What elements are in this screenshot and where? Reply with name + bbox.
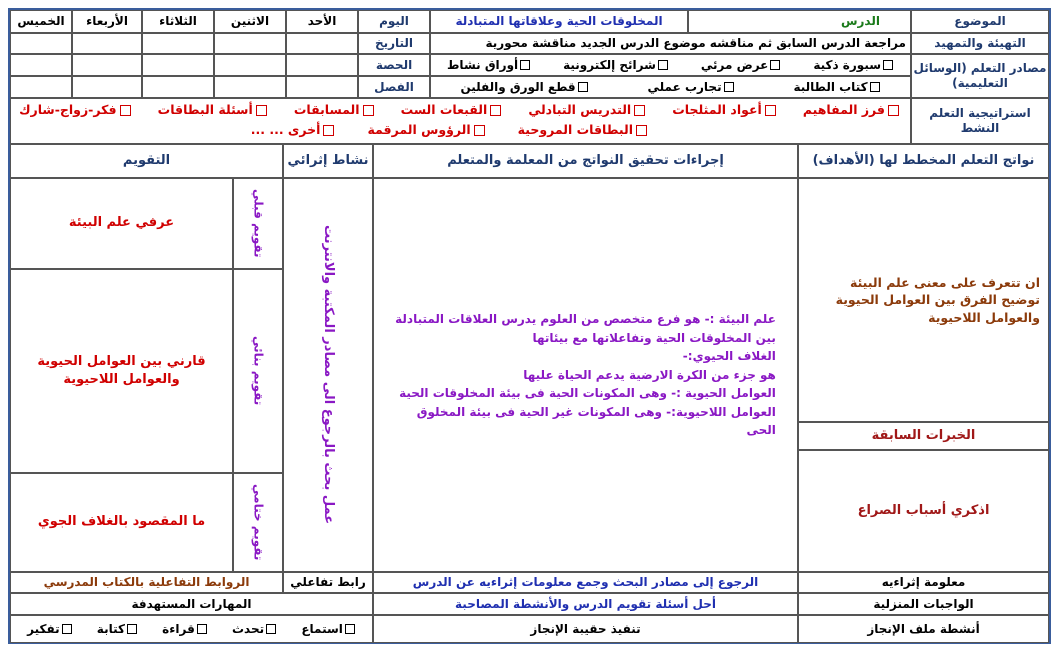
checkbox-icon[interactable] (266, 624, 276, 634)
procedure-line: الغلاف الحيوي:- (682, 349, 776, 364)
resource-item[interactable]: سبورة ذكية (813, 58, 894, 73)
procedure-line: العوامل اللاحيوية:- وهى المكونات غير الحية فى بيئة المخلوق (416, 404, 776, 419)
procedures-body (373, 178, 798, 572)
outcomes-text (798, 178, 1049, 422)
formative-line: والعوامل اللاحيوية (63, 372, 180, 387)
evaluation-header: التقويم (10, 144, 283, 178)
checkbox-icon[interactable] (345, 624, 355, 634)
period-wednesday[interactable] (72, 54, 142, 76)
strategies-label: استراتيجية التعلم النشط (911, 98, 1049, 144)
date-tuesday[interactable] (142, 33, 214, 54)
class-thursday[interactable] (10, 76, 72, 98)
checkbox-icon[interactable] (490, 105, 501, 116)
resource-item[interactable]: أوراق نشاط (447, 58, 531, 73)
date-sunday[interactable] (286, 33, 358, 54)
portfolio-text: تنفيذ حقيبة الإنجاز (373, 615, 798, 643)
skills-options (10, 615, 373, 643)
formative-line: قارني بين العوامل الحيوية (37, 353, 206, 369)
topic-label: الموضوع (911, 10, 1049, 33)
checkbox-icon[interactable] (120, 105, 131, 116)
day-sunday: الأحد (286, 10, 358, 33)
resource-item[interactable]: شرائح إلكترونية (563, 58, 669, 73)
strategy-item[interactable]: أعواد المثلجات (672, 102, 779, 118)
homework-label: الواجبات المنزلية (798, 593, 1049, 615)
outcome-line: ان تتعرف على معنى علم البيئة (849, 274, 1040, 290)
day-monday: الاثنين (214, 10, 286, 33)
class-monday[interactable] (214, 76, 286, 98)
strategies-options (10, 98, 911, 144)
strategy-item[interactable]: القبعات الست (401, 102, 505, 118)
day-thursday: الخميس (10, 10, 72, 33)
date-label: التاريخ (358, 33, 430, 54)
checkbox-icon[interactable] (256, 105, 267, 116)
checkbox-icon[interactable] (197, 624, 207, 634)
procedure-line: بين المخلوقات الحية وتفاعلاتها مع بيئاتها (532, 330, 776, 345)
outcome-line: والعوامل اللاحيوية (928, 309, 1040, 325)
checkbox-icon[interactable] (127, 624, 137, 634)
lesson-label-text: الدرس (840, 14, 880, 28)
intro-text: مراجعة الدرس السابق ثم مناقشه موضوع الدرس الجديد مناقشة محورية (430, 33, 911, 54)
skill-item[interactable]: كتابة (97, 622, 138, 637)
strategy-item[interactable]: البطاقات المروحية (518, 122, 650, 138)
portfolio-label: أنشطة ملف الإنجاز (798, 615, 1049, 643)
eval-pre-label-text: تقويم قبلي (251, 189, 266, 258)
eval-pre-text: عرفي علم البيئة (10, 178, 233, 269)
date-thursday[interactable] (10, 33, 72, 54)
checkbox-icon[interactable] (883, 60, 893, 70)
resource-item[interactable]: تجارب عملي (648, 80, 735, 95)
checkbox-icon[interactable] (770, 60, 780, 70)
homework-text: أحل أسئلة تقويم الدرس والأنشطة المصاحبة (373, 593, 798, 615)
checkbox-icon[interactable] (363, 105, 374, 116)
eval-formative-text (10, 269, 233, 473)
checkbox-icon[interactable] (474, 125, 485, 136)
checkbox-icon[interactable] (765, 105, 776, 116)
resource-item[interactable]: كتاب الطالبة (793, 80, 880, 95)
checkbox-icon[interactable] (636, 125, 647, 136)
strategy-item[interactable]: أسئلة البطاقات (158, 102, 270, 118)
resources-label: مصادر التعلم (الوسائل التعليمية) (911, 54, 1049, 98)
period-thursday[interactable] (10, 54, 72, 76)
class-label: الفصل (358, 76, 430, 98)
eval-formative-label-text: تقويم بنائي (251, 336, 266, 406)
outcome-line: توضيح الفرق بين العوامل الحيوية (835, 292, 1040, 308)
lesson-label (688, 10, 911, 33)
period-sunday[interactable] (286, 54, 358, 76)
outcomes-header: نواتج التعلم المخطط لها (الأهداف) (798, 144, 1049, 178)
strategy-item[interactable]: أخرى ... ... (251, 122, 338, 138)
enrichment-info-label: معلومة إثراءيه (798, 572, 1049, 593)
class-wednesday[interactable] (72, 76, 142, 98)
checkbox-icon[interactable] (724, 82, 734, 92)
lesson-title: المخلوقات الحية وعلاقاتها المتبادلة (430, 10, 688, 33)
prior-knowledge-label: الخبرات السابقة (798, 422, 1049, 450)
interactive-link-text[interactable]: الروابط التفاعلية بالكتاب المدرسي (10, 572, 283, 593)
enrichment-header: نشاط إثرائي (283, 144, 373, 178)
strategy-item[interactable]: فكر-زواج-شارك (19, 102, 134, 118)
checkbox-icon[interactable] (520, 60, 530, 70)
resources-row-2 (430, 76, 911, 98)
date-wednesday[interactable] (72, 33, 142, 54)
strategy-item[interactable]: الرؤوس المرقمة (367, 122, 487, 138)
resources-row-1 (430, 54, 911, 76)
day-tuesday: الثلاثاء (142, 10, 214, 33)
period-tuesday[interactable] (142, 54, 214, 76)
skills-label: المهارات المستهدفة (10, 593, 373, 615)
skill-item[interactable]: تفكير (27, 622, 72, 637)
interactive-link-label: رابط تفاعلي (283, 572, 373, 593)
procedure-line: العوامل الحيوية :- وهى المكونات الحية فى بيئة المخلوقات الحية (399, 386, 776, 401)
procedure-line: الحى (746, 423, 776, 438)
procedure-line: هو جزء من الكرة الارضية يدعم الحياة عليها (523, 367, 776, 382)
checkbox-icon[interactable] (62, 624, 72, 634)
checkbox-icon[interactable] (634, 105, 645, 116)
resource-item[interactable]: عرض مرئي (701, 58, 782, 73)
class-sunday[interactable] (286, 76, 358, 98)
checkbox-icon[interactable] (888, 105, 899, 116)
eval-final-text: ما المقصود بالغلاف الجوي (10, 473, 233, 572)
day-label: اليوم (358, 10, 430, 33)
class-tuesday[interactable] (142, 76, 214, 98)
strategy-item[interactable]: فرز المفاهيم (803, 102, 902, 118)
resource-item[interactable]: قطع الورق والفلين (460, 80, 588, 95)
intro-label: التهيئة والتمهيد (911, 33, 1049, 54)
enrichment-text: عمل بحث بالرجوع الى مصادر المكتبة والانترنت (321, 225, 337, 525)
strategy-item[interactable]: المسابقات (294, 102, 377, 118)
enrichment-info-text: الرجوع إلى مصادر البحث وجمع معلومات إثراءيه عن الدرس (373, 572, 798, 593)
prior-knowledge-text: اذكري أسباب الصراع (798, 450, 1049, 572)
enrichment-body (283, 178, 373, 572)
checkbox-icon[interactable] (578, 82, 588, 92)
period-monday[interactable] (214, 54, 286, 76)
eval-pre-label (233, 178, 283, 269)
date-monday[interactable] (214, 33, 286, 54)
checkbox-icon[interactable] (870, 82, 880, 92)
strategy-item[interactable]: التدريس التبادلي (528, 102, 648, 118)
skill-item[interactable]: استماع (301, 622, 356, 637)
checkbox-icon[interactable] (323, 125, 334, 136)
procedures-header: إجراءات تحقيق النواتج من المعلمة والمتعلم (373, 144, 798, 178)
skill-item[interactable]: قراءة (162, 622, 208, 637)
checkbox-icon[interactable] (658, 60, 668, 70)
skill-item[interactable]: تحدث (232, 622, 277, 637)
eval-final-label (233, 473, 283, 572)
day-wednesday: الأربعاء (72, 10, 142, 33)
procedure-line: علم البيئة :- هو فرع متخصص من العلوم يدرس العلاقات المتبادلة (395, 311, 776, 326)
eval-final-label-text: تقويم ختامي (251, 484, 266, 561)
eval-formative-label (233, 269, 283, 473)
period-label: الحصة (358, 54, 430, 76)
